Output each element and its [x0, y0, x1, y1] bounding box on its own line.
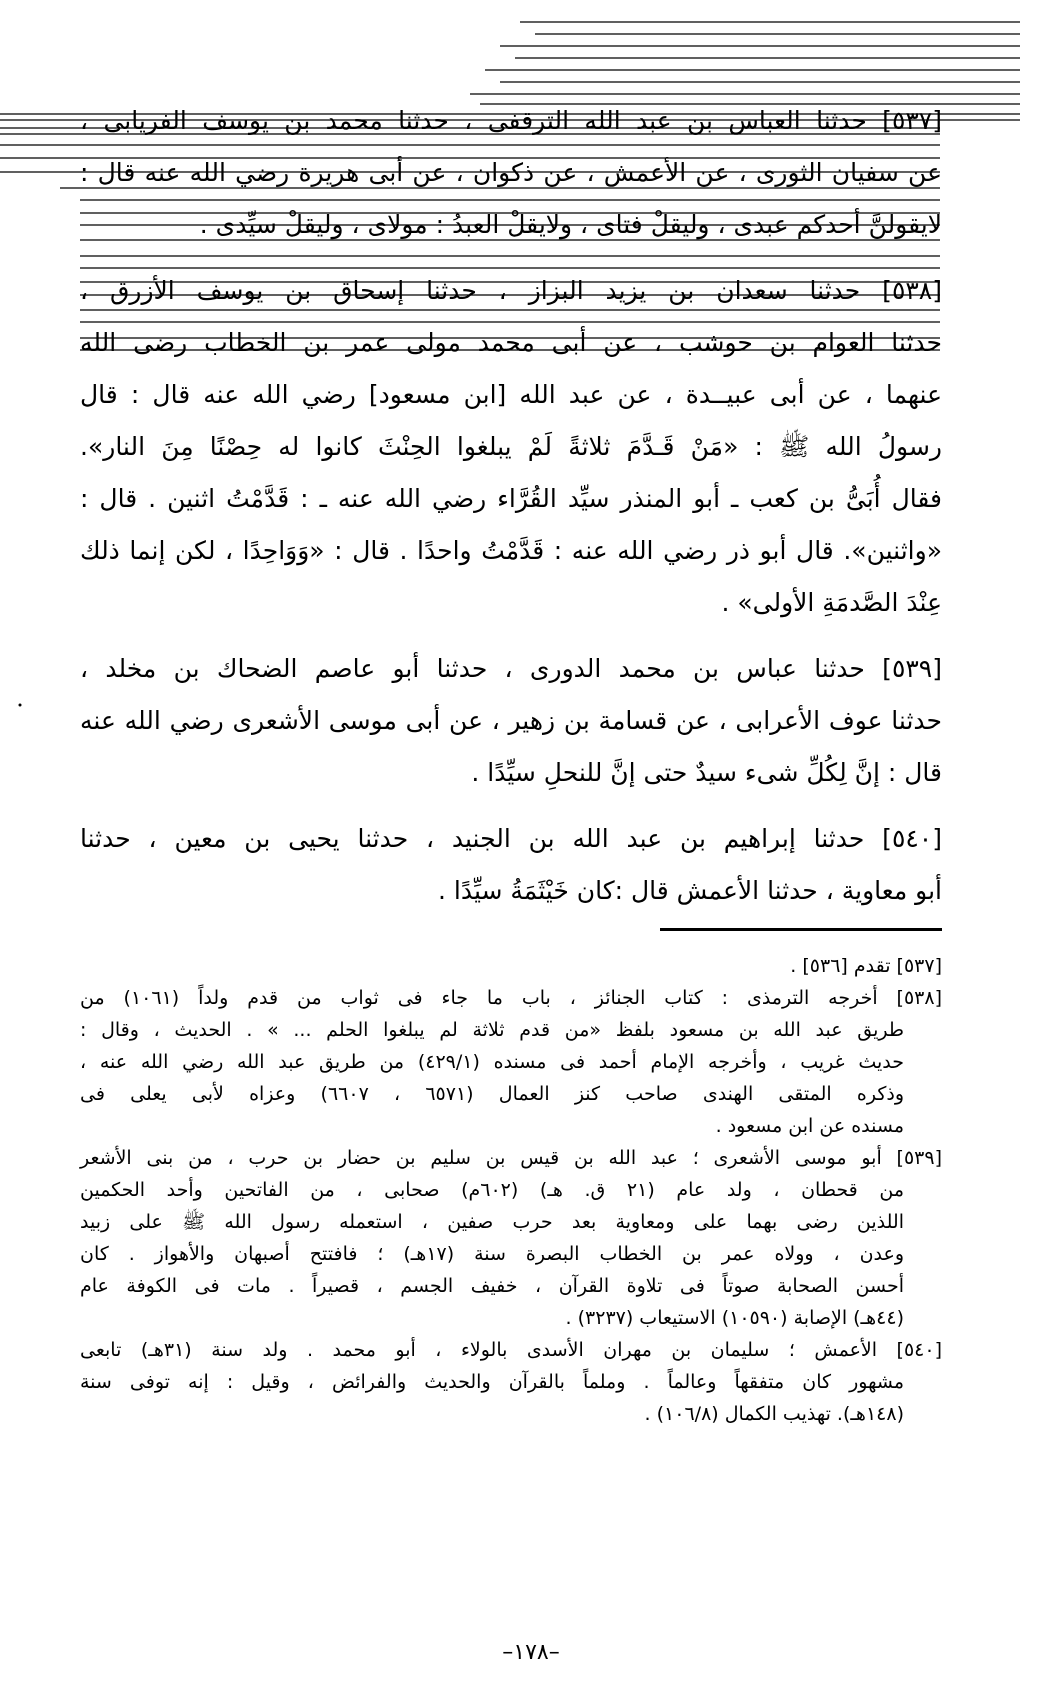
hadith-538-line: فقال أُبَىُّ بن كعب ـ أبو المنذر سيِّد القُرَّاء رضي الله عنه ـ : قَدَّمْتُ اثنين . قال : [80, 484, 942, 513]
page-number: –١٧٨– [502, 1640, 560, 1665]
footnote-line: مشهور كان متفقهاً وعالماً . وملماً بالقرآن والحديث والفرائض ، وقيل : إنه توفى سنة [80, 1371, 904, 1393]
hadith-538-line: [٥٣٨] حدثنا سعدان بن يزيد البزاز ، حدثنا إسحاق بن يوسف الأزرق ، [80, 276, 942, 305]
footnote-538 [80, 982, 942, 1142]
footnotes [80, 950, 942, 1430]
footnote-line: [٥٤٠] الأعمش ؛ سليمان بن مهران الأسدى بالولاء ، أبو محمد . ولد سنة (٣١هـ) تابعى [80, 1339, 943, 1361]
hadith-537 [80, 95, 942, 251]
hadith-538-line: عنهما ، عن أبى عبيــدة ، عن عبد الله [ابن مسعود] رضي الله عنه قال : قال [80, 380, 942, 409]
hadith-538-line: عِنْدَ الصَّدمَةِ الأولى» . [721, 588, 942, 617]
footnote-line: طريق عبد الله بن مسعود بلفظ «من قدم ثلاثة لم يبلغوا الحلم ... » . الحديث ، وقال : [80, 1019, 904, 1041]
hadith-537-line: [٥٣٧] حدثنا العباس بن عبد الله الترقفى ، حدثنا محمد بن يوسف الفريابى ، [80, 106, 942, 135]
hadith-540-line: [٥٤٠] حدثنا إبراهيم بن عبد الله بن الجنيد ، حدثنا يحيى بن معين ، حدثنا [80, 824, 942, 853]
main-text [80, 95, 942, 931]
footnote-line: حديث غريب ، وأخرجه الإمام أحمد فى مسنده (٤٢٩/١) من طريق عبد الله رضي الله عنه ، [80, 1051, 904, 1073]
hadith-540-line: أبو معاوية ، حدثنا الأعمش قال :كان خَيْثَمَةُ سيِّدًا . [438, 876, 942, 905]
footnote-line: [٥٣٧] تقدم [٥٣٦] . [790, 955, 942, 977]
footnote-540 [80, 1334, 942, 1430]
footnote-539 [80, 1142, 942, 1334]
footnote-line: من قحطان ، ولد عام (٢١ ق. هـ) (٦٠٢م) صحابى ، من الفاتحين وأحد الحكمين [80, 1179, 904, 1201]
footnote-line: (١٤٨هـ). تهذيب الكمال (١٠٦/٨) . [644, 1403, 904, 1425]
hadith-538 [80, 265, 942, 629]
hadith-538-line: «واثنين». قال أبو ذر رضي الله عنه : قَدَّمْتُ واحدًا . قال : «وَوَاحِدًا ، لكن إنما ذلك [80, 536, 942, 565]
scan-speck [15, 700, 25, 710]
hadith-537-line: عن سفيان الثورى ، عن الأعمش ، عن ذكوان ، عن أبى هريرة رضي الله عنه قال : [80, 158, 942, 187]
footnote-line: (٤٤هـ) الإصابة (١٠٥٩٠) الاستيعاب (٣٢٣٧) . [565, 1307, 904, 1329]
hadith-539-line: قال : إنَّ لِكُلِّ شىء سيدٌ حتى إنَّ للنحلِ سيِّدًا . [471, 758, 942, 787]
hadith-540 [80, 813, 942, 917]
footnote-line: اللذين رضى بهما على ومعاوية بعد حرب صفين ، استعمله رسول الله ﷺ على زبيد [80, 1211, 904, 1233]
footnote-line: وعدن ، وولاه عمر بن الخطاب البصرة سنة (١٧هـ) ؛ فافتتح أصبهان والأهواز . كان [80, 1243, 905, 1265]
hadith-539-line: حدثنا عوف الأعرابى ، عن قسامة بن زهير ، عن أبى موسى الأشعرى رضي الله عنه [80, 706, 942, 735]
hadith-539 [80, 643, 942, 799]
footnote-537 [80, 950, 942, 982]
footnote-line: وذكره المتقى الهندى صاحب كنز العمال (٦٥٧١ ، ٦٦٠٧) وعزاه لأبى يعلى فى [80, 1083, 905, 1105]
hadith-538-line: رسولُ الله ﷺ : «مَنْ قَـدَّمَ ثلاثةً لَمْ يبلغوا الحِنْثَ كانوا له حِصْنًا مِنَ النار». [80, 432, 942, 461]
hadith-538-line: حدثنا العوام بن حوشب ، عن أبى محمد مولى عمر بن الخطاب رضى الله [80, 328, 942, 357]
footnote-line: [٥٣٩] أبو موسى الأشعرى ؛ عبد الله بن قيس بن سليم بن حضار بن حرب ، من بنى الأشعر [80, 1147, 942, 1169]
hadith-539-line: [٥٣٩] حدثنا عباس بن محمد الدورى ، حدثنا أبو عاصم الضحاك بن مخلد ، [80, 654, 942, 683]
footnote-line: مسنده عن ابن مسعود . [715, 1115, 904, 1137]
footnote-divider [660, 928, 942, 931]
footnote-line: [٥٣٨] أخرجه الترمذى : كتاب الجنائز ، باب ما جاء فى ثواب من قدم ولداً (١٠٦١) من [80, 987, 942, 1009]
footnote-line: أحسن الصحابة صوتاً فى تلاوة القرآن ، خفيف الجسم ، قصيراً . مات فى الكوفة عام [80, 1275, 904, 1297]
hadith-537-line: لايقولنَّ أحدكم عبدى ، وليقلْ فتاى ، ولايقلْ العبدُ : مولاى ، وليقلْ سيِّدى . [199, 210, 942, 239]
